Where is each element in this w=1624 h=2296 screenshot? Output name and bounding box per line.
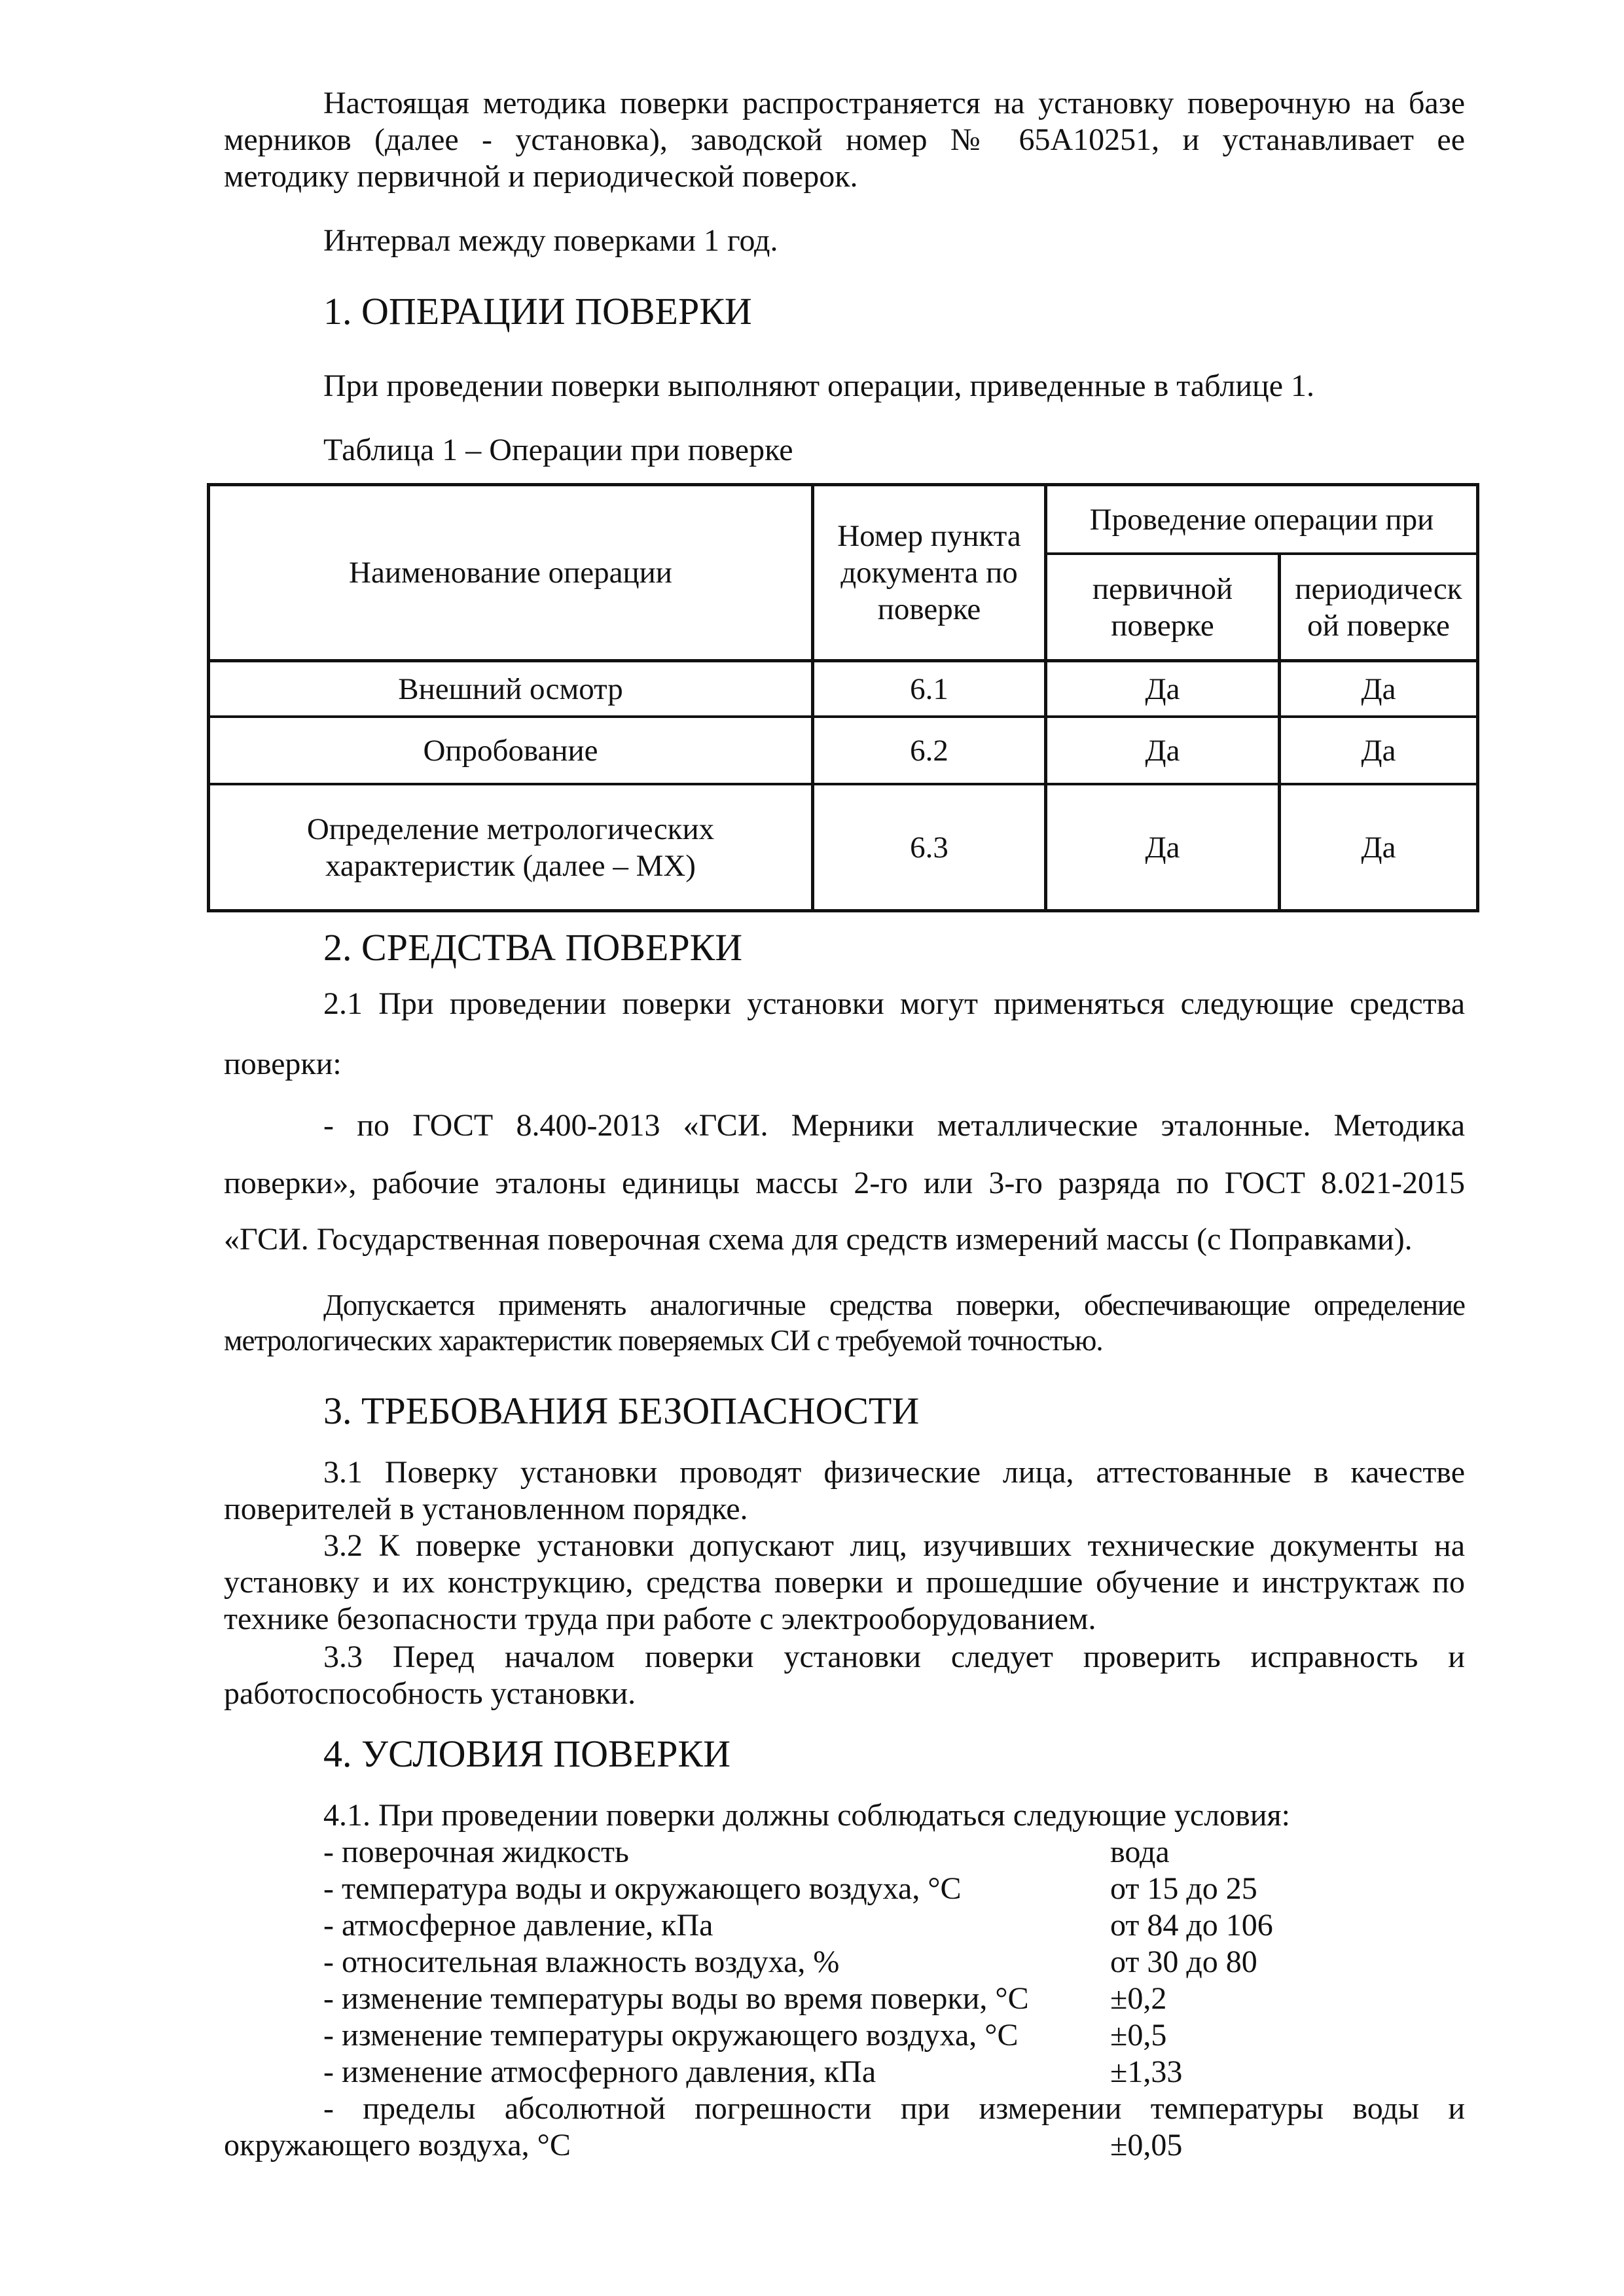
- section-4-intro: 4.1. При проведении поверки должны соблюдаться следующие условия:: [323, 1798, 1290, 1833]
- condition-1-label: - поверочная жидкость: [323, 1835, 629, 1869]
- section-3-p1-line-1: 3.1 Поверку установки проводят физические лица, аттестованные в качестве: [323, 1455, 1465, 1490]
- condition-3-label: - атмосферное давление, кПа: [323, 1908, 713, 1943]
- condition-last-line-2: окружающего воздуха, °С: [224, 2128, 571, 2162]
- condition-last-line-1: - пределы абсолютной погрешности при измерении температуры воды и: [323, 2091, 1465, 2126]
- table-row-3-periodic: Да: [1361, 830, 1396, 865]
- header-document-item: Номер пункта документа по поверке: [837, 519, 1021, 626]
- section-1-text: При проведении поверки выполняют операции, приведенные в таблице 1.: [323, 368, 1314, 403]
- condition-7-value: ±1,33: [1110, 2054, 1183, 2089]
- condition-last-value: ±0,05: [1110, 2128, 1183, 2162]
- condition-6-value: ±0,5: [1110, 2018, 1167, 2053]
- condition-5-label: - изменение температуры воды во время поверки, °С: [323, 1981, 1029, 2016]
- condition-4-value: от 30 до 80: [1110, 1945, 1257, 1979]
- table-row-2-name: Опробование: [423, 733, 598, 768]
- intro-line-3: методику первичной и периодической поверок.: [224, 159, 858, 194]
- section-2-p1-line-2: поверки:: [224, 1047, 342, 1081]
- header-conduct: Проведение операции при: [1089, 502, 1434, 537]
- table-row-3-number: 6.3: [910, 830, 948, 865]
- section-3-p3-line-2: работоспособность установки.: [224, 1676, 636, 1711]
- section-2-heading: 2. СРЕДСТВА ПОВЕРКИ: [323, 926, 743, 969]
- condition-2-label: - температура воды и окружающего воздуха, °С: [323, 1871, 962, 1906]
- section-2-p2-line-2: поверки», рабочие эталоны единицы массы 2-го или 3-го разряда по ГОСТ 8.021-2015: [224, 1166, 1465, 1200]
- condition-5-value: ±0,2: [1110, 1981, 1167, 2016]
- table-row-1-periodic: Да: [1361, 672, 1396, 706]
- intro-line-1: Настоящая методика поверки распространяется на установку поверочную на базе: [323, 86, 1465, 120]
- section-2-p3-line-1: Допускается применять аналогичные средства поверки, обеспечивающие определение: [323, 1289, 1465, 1321]
- condition-7-label: - изменение атмосферного давления, кПа: [323, 2054, 876, 2089]
- section-3-p3-line-1: 3.3 Перед началом поверки установки следует проверить исправность и: [323, 1640, 1465, 1674]
- header-primary: первичной поверке: [1092, 571, 1233, 643]
- section-3-heading: 3. ТРЕБОВАНИЯ БЕЗОПАСНОСТИ: [323, 1390, 920, 1432]
- table-row-1-number: 6.1: [910, 672, 948, 706]
- table-row-2-primary: Да: [1145, 733, 1180, 768]
- table-row-1-name: Внешний осмотр: [398, 672, 623, 706]
- intro-line-2: мерников (далее - установка), заводской номер № 65А10251, и устанавливает ее: [224, 122, 1465, 157]
- section-2-p2-line-1: - по ГОСТ 8.400-2013 «ГСИ. Мерники металлические эталонные. Методика: [323, 1108, 1465, 1143]
- condition-2-value: от 15 до 25: [1110, 1871, 1257, 1906]
- operations-table: [207, 483, 1479, 912]
- table-row-2-number: 6.2: [910, 733, 948, 768]
- condition-6-label: - изменение температуры окружающего воздуха, °С: [323, 2018, 1019, 2053]
- section-4-heading: 4. УСЛОВИЯ ПОВЕРКИ: [323, 1732, 731, 1775]
- interval-text: Интервал между поверками 1 год.: [323, 223, 778, 258]
- section-2-p1-line-1: 2.1 При проведении поверки установки могут применяться следующие средства: [323, 986, 1465, 1021]
- header-periodic: периодическ ой поверке: [1295, 571, 1462, 643]
- section-1-heading: 1. ОПЕРАЦИИ ПОВЕРКИ: [323, 290, 752, 332]
- table-row-1-primary: Да: [1145, 672, 1180, 706]
- section-3-p1-line-2: поверителей в установленном порядке.: [224, 1492, 748, 1526]
- table-row-3-name: Определение метрологических характеристик (далее – МХ): [306, 812, 715, 883]
- condition-4-label: - относительная влажность воздуха, %: [323, 1945, 840, 1979]
- table-caption: Таблица 1 – Операции при поверке: [323, 433, 793, 467]
- section-3-p2-line-2: установку и их конструкцию, средства поверки и прошедшие обучение и инструктаж по: [224, 1565, 1465, 1600]
- section-3-p2-line-1: 3.2 К поверке установки допускают лиц, изучивших технические документы на: [323, 1528, 1465, 1563]
- table-row-2-periodic: Да: [1361, 733, 1396, 768]
- condition-3-value: от 84 до 106: [1110, 1908, 1273, 1943]
- section-3-p2-line-3: технике безопасности труда при работе с электрооборудованием.: [224, 1602, 1096, 1636]
- header-operation-name: Наименование операции: [349, 556, 672, 590]
- section-2-p3-line-2: метрологических характеристик поверяемых СИ с требуемой точностью.: [224, 1324, 1103, 1357]
- condition-1-value: вода: [1110, 1835, 1170, 1869]
- section-2-p2-line-3: «ГСИ. Государственная поверочная схема для средств измерений массы (с Поправками).: [224, 1222, 1413, 1257]
- table-row-3-primary: Да: [1145, 830, 1180, 865]
